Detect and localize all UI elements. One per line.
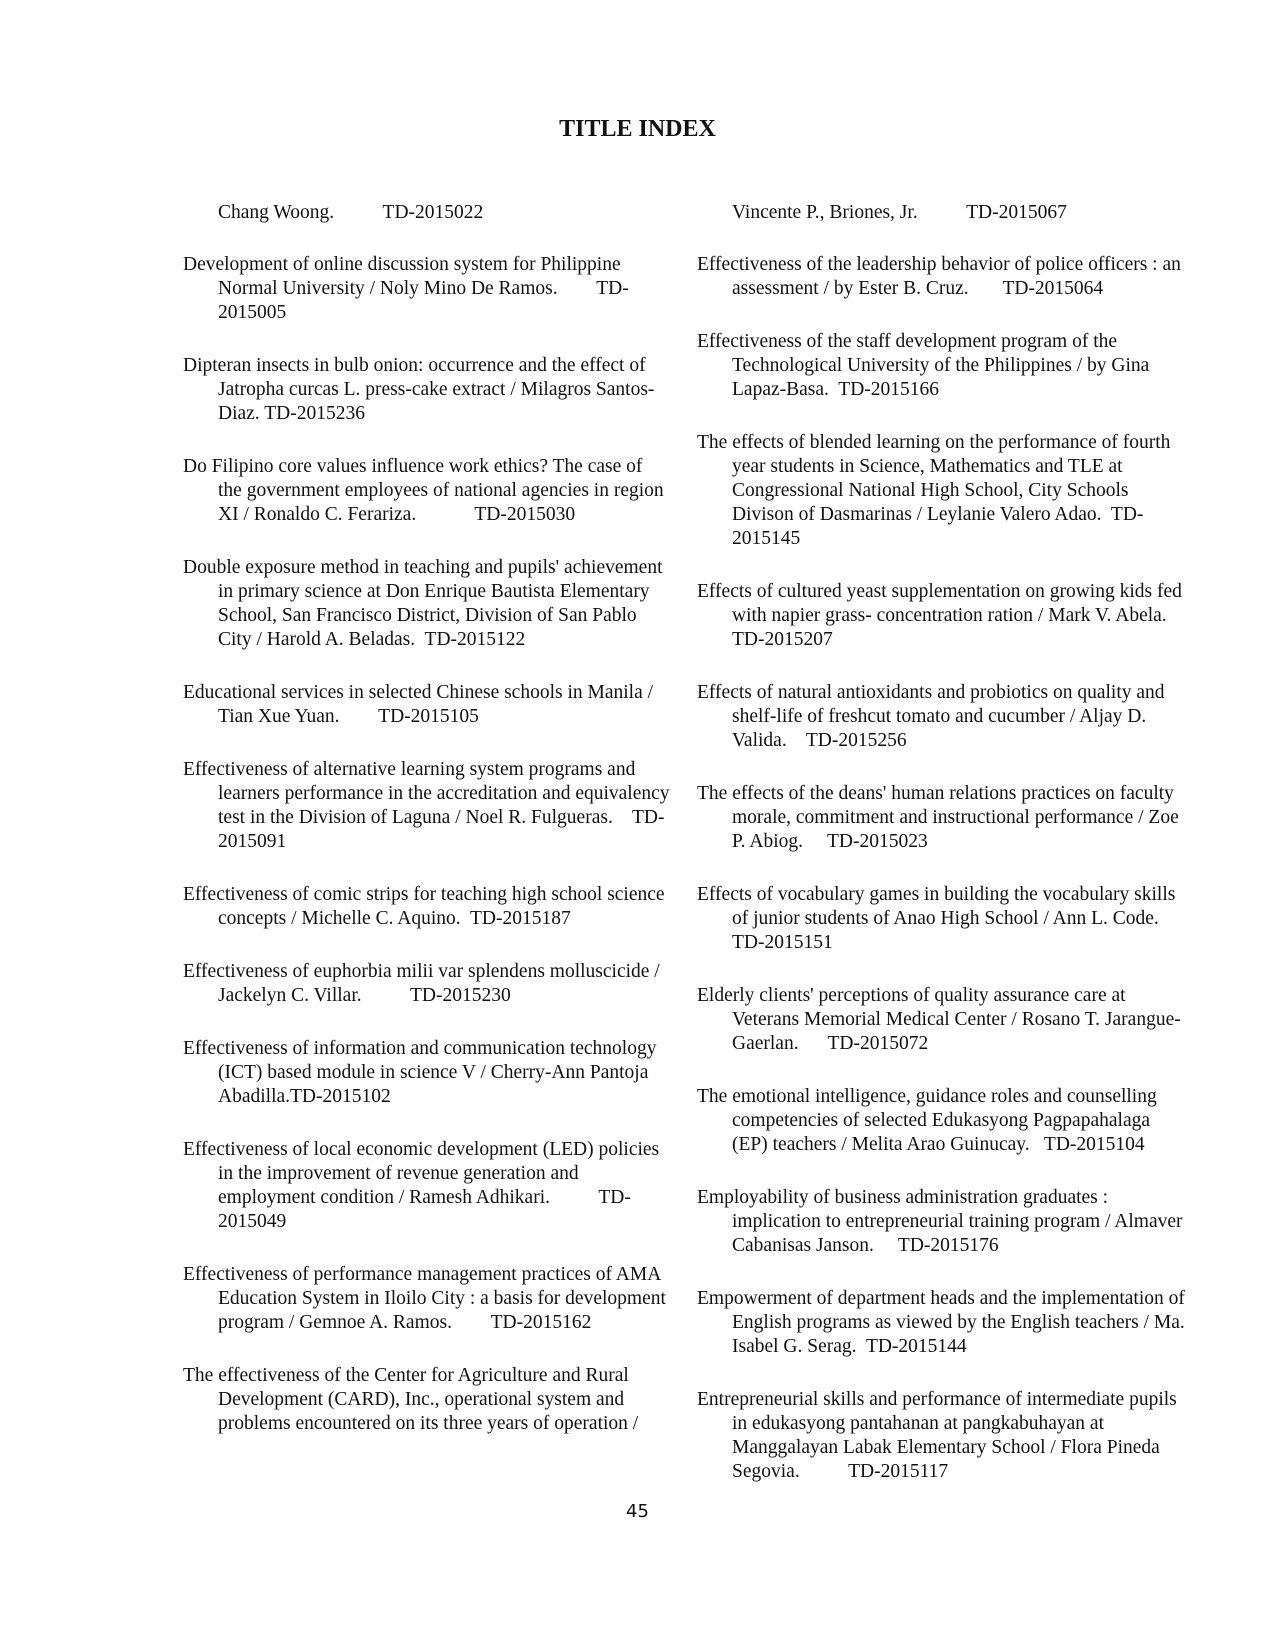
index-entry: The effectiveness of the Center for Agriculture and Rural Development (CARD), Inc., operational system and problems encountered on its three years of operation /	[183, 1365, 639, 1434]
index-entry-continuation: Chang Woong. TD-2015022	[218, 202, 484, 223]
right-column	[697, 201, 1216, 1484]
index-entry: Do Filipino core values influence work ethics? The case of the government employees of national agencies in region XI / Ronaldo C. Ferariza. TD-2015030	[183, 456, 669, 525]
index-entry: The effects of the deans' human relations practices on faculty morale, commitment and instructional performance / Zoe P. Abiog. TD-2015023	[697, 783, 1184, 852]
index-entry: The emotional intelligence, guidance roles and counselling competencies of selected Edukasyong Pagpapahalaga (EP) teachers / Melita Arao Guinucay. TD-2015104	[697, 1086, 1162, 1155]
index-entry: Dipteran insects in bulb onion: occurrence and the effect of Jatropha curcas L. press-cake extract / Milagros Santos-Diaz. TD-2015236	[183, 355, 655, 424]
page-number: 45	[626, 1501, 649, 1522]
index-entry-continuation: Vincente P., Briones, Jr. TD-2015067	[732, 202, 1067, 223]
index-entry: Effectiveness of the leadership behavior of police officers : an assessment / by Ester B. Cruz. TD-2015064	[697, 254, 1186, 299]
index-entry: Entrepreneurial skills and performance of intermediate pupils in edukasyong pantahanan at pangkabuhayan at Manggalayan Labak Elementary School / Flora Pineda Segovia. TD-2015117	[697, 1389, 1182, 1482]
index-entry: Effectiveness of euphorbia milii var splendens molluscicide / Jackelyn C. Villar. TD-2015230	[183, 961, 665, 1006]
index-entry: Educational services in selected Chinese schools in Manila / Tian Xue Yuan. TD-2015105	[183, 682, 658, 727]
index-entry: Effects of cultured yeast supplementation on growing kids fed with napier grass- concentration ration / Mark V. Abela. TD-2015207	[697, 581, 1216, 650]
index-entry: Effectiveness of the staff development program of the Technological University of the Philippines / by Gina Lapaz-Basa. TD-2015166	[697, 331, 1155, 400]
index-entry: Double exposure method in teaching and pupils' achievement in primary science at Don Enrique Bautista Elementary School, San Francisco District, Division of San Pablo City / Harold A. Beladas. TD-2015122	[183, 557, 668, 650]
index-entry: Effectiveness of performance management practices of AMA Education System in Iloilo City : a basis for development program / Gemnoe A. Ramos. TD-2015162	[183, 1264, 671, 1333]
index-entry: Empowerment of department heads and the implementation of English programs as viewed by the English teachers / Ma. Isabel G. Serag. TD-2015144	[697, 1288, 1190, 1357]
index-entry: Elderly clients' perceptions of quality assurance care at Veterans Memorial Medical Center / Rosano T. Jarangue-Gaerlan. TD-2015072	[697, 985, 1181, 1054]
index-entry: The effects of blended learning on the performance of fourth year students in Science, Mathematics and TLE at Congressional National High School, City Schools Divison of Dasmarinas / Leylanie Valero Adao. TD-2015145	[697, 432, 1176, 549]
index-entry: Effects of natural antioxidants and probiotics on quality and shelf-life of freshcut tomato and cucumber / Aljay D. Valida. TD-2015256	[697, 682, 1170, 751]
index-entry: Effects of vocabulary games in building the vocabulary skills of junior students of Anao High School / Ann L. Code. TD-2015151	[697, 884, 1208, 953]
page-title: TITLE INDEX	[559, 116, 716, 142]
index-entry: Development of online discussion system for Philippine Normal University / Noly Mino De Ramos. TD-2015005	[183, 254, 629, 323]
index-entry: Employability of business administration graduates : implication to entrepreneurial training program / Almaver Cabanisas Janson. TD-2015176	[697, 1187, 1188, 1256]
index-entry: Effectiveness of comic strips for teaching high school science concepts / Michelle C. Aquino. TD-2015187	[183, 884, 670, 929]
index-entry: Effectiveness of information and communication technology (ICT) based module in science V / Cherry-Ann Pantoja Abadilla.TD-2015102	[183, 1038, 662, 1107]
index-entry: Effectiveness of local economic development (LED) policies in the improvement of revenue generation and employment condition / Ramesh Adhikari. TD-2015049	[183, 1139, 665, 1232]
left-column	[183, 201, 675, 1436]
index-entry: Effectiveness of alternative learning system programs and learners performance in the accreditation and equivalency test in the Division of Laguna / Noel R. Fulgueras. TD-2015091	[183, 759, 675, 852]
